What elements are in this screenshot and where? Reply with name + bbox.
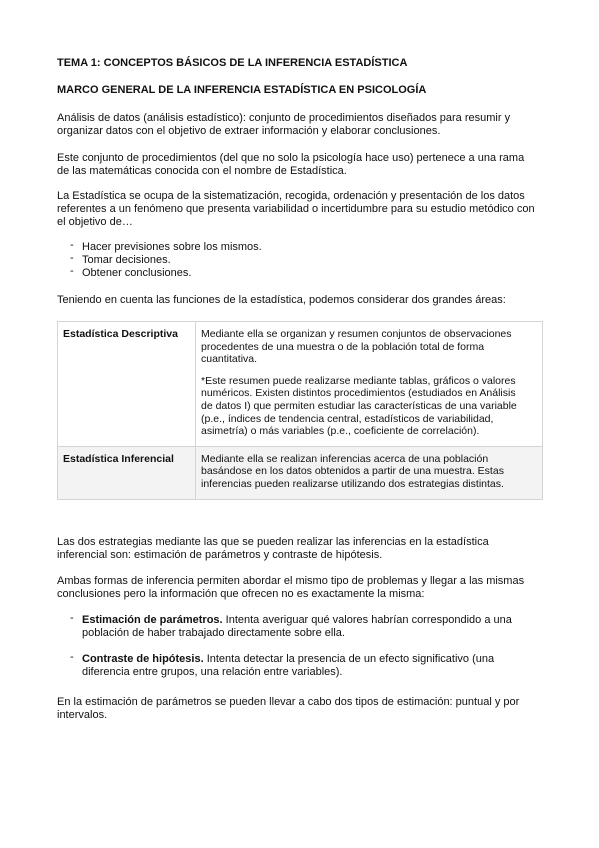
table-row [58, 446, 543, 499]
dash-bullet: - [70, 612, 74, 624]
table-cell-descriptiva-text [196, 322, 543, 447]
areas-table [57, 321, 543, 500]
text-line: cuantitativa. [201, 353, 258, 366]
text-line: inferencial son: estimación de parámetros y contraste de hipótesis. [57, 549, 383, 561]
text-line: inferencias pueden realizarse utilizando dos estrategias distintas. [201, 477, 504, 490]
text-line: conclusiones pero la información que ofrecen no es exactamente la misma: [57, 588, 425, 600]
inference-strategies-list-2 [70, 653, 540, 679]
dash-bullet: - [70, 651, 74, 663]
paragraph-estadistica-definicion [57, 190, 543, 229]
text-line: organizar datos con el objetivo de extraer información y elaborar conclusiones. [57, 125, 441, 137]
dash-bullet: - [70, 252, 74, 264]
text-line: Mediante ella se organizan y resumen conjuntos de observaciones [201, 328, 512, 340]
text-line: de las matemáticas conocida con el nombre de Estadística. [57, 165, 347, 177]
table-cell-descriptiva-label: Estadística Descriptiva [58, 322, 196, 447]
text-line: basándose en los datos obtenidos a partir de una muestra. Estas [201, 465, 504, 478]
text-line: de datos I) que permiten estudiar las características de una variable [201, 399, 517, 412]
list-item [70, 254, 262, 267]
paragraph-formas-inferencia [57, 575, 543, 601]
text-line: Ambas formas de inferencia permiten abordar el mismo tipo de problemas y llegar a las mismas [57, 575, 525, 587]
list-item-text: población de haber trabajado directamente sobre ella. [82, 627, 345, 639]
paragraph-areas: Teniendo en cuenta las funciones de la estadística, podemos considerar dos grandes áreas: [57, 294, 506, 306]
text-line: numéricos. Existen distintos procedimientos (estudiados en Análisis [201, 387, 516, 400]
list-item [70, 267, 262, 280]
text-line: referentes a un fenómeno que presenta variabilidad o incertidumbre para su estudio metódico con [57, 203, 535, 215]
text-line: el objetivo de… [57, 216, 133, 228]
text-line: Las dos estrategias mediante las que se pueden realizar las inferencias en la estadística [57, 536, 489, 548]
text-line: procedentes de una muestra o de la población total de forma [201, 340, 485, 353]
list-item-text: Hacer previsiones sobre los mismos. [82, 241, 262, 253]
text-line: (p.e., índices de tendencia central, estadísticos de variabilidad, [201, 412, 494, 425]
paragraph-estadistica-rama [57, 152, 543, 178]
paragraph-analisis [57, 112, 543, 138]
list-item-text: Obtener conclusiones. [82, 267, 192, 279]
list-item-text: Intenta detectar la presencia de un efecto significativo (una [203, 653, 495, 665]
list-item-term: Estimación de parámetros. [82, 614, 223, 626]
text-line: *Este resumen puede realizarse mediante tablas, gráficos o valores [201, 374, 516, 387]
list-item-text: Tomar decisiones. [82, 254, 171, 266]
text-line: asimetría) o más variables (p.e., coeficiente de correlación). [201, 425, 480, 438]
document-title: TEMA 1: CONCEPTOS BÁSICOS DE LA INFERENCIA ESTADÍSTICA [57, 57, 408, 69]
objectives-list [70, 241, 262, 280]
text-line: Mediante ella se realizan inferencias acerca de una población [201, 452, 489, 465]
text-line: Este conjunto de procedimientos (del que no solo la psicología hace uso) pertenece a una rama [57, 152, 525, 164]
dash-bullet: - [70, 265, 74, 277]
inference-strategies-list [70, 614, 540, 640]
list-item-term: Contraste de hipótesis. [82, 653, 204, 665]
table-row [58, 322, 543, 447]
list-item-text: Intenta averiguar qué valores habrían correspondido a una [222, 614, 512, 626]
list-item-text: diferencia entre grupos, una relación entre variables). [82, 666, 343, 678]
text-line: En la estimación de parámetros se pueden llevar a cabo dos tipos de estimación: puntual y por [57, 696, 520, 708]
list-item [70, 241, 262, 254]
section-heading: MARCO GENERAL DE LA INFERENCIA ESTADÍSTICA EN PSICOLOGÍA [57, 84, 427, 96]
paragraph-estrategias [57, 536, 543, 562]
text-line: La Estadística se ocupa de la sistematización, recogida, ordenación y presentación de los datos [57, 190, 525, 202]
list-item [70, 614, 540, 640]
text-line: intervalos. [57, 709, 108, 721]
list-item [70, 653, 540, 679]
text-line: Análisis de datos (análisis estadístico): conjunto de procedimientos diseñados para resumir y [57, 112, 511, 124]
dash-bullet: - [70, 239, 74, 251]
table-cell-inferencial-text [196, 446, 543, 499]
paragraph-estimacion [57, 696, 543, 722]
table-cell-inferencial-label: Estadística Inferencial [58, 446, 196, 499]
